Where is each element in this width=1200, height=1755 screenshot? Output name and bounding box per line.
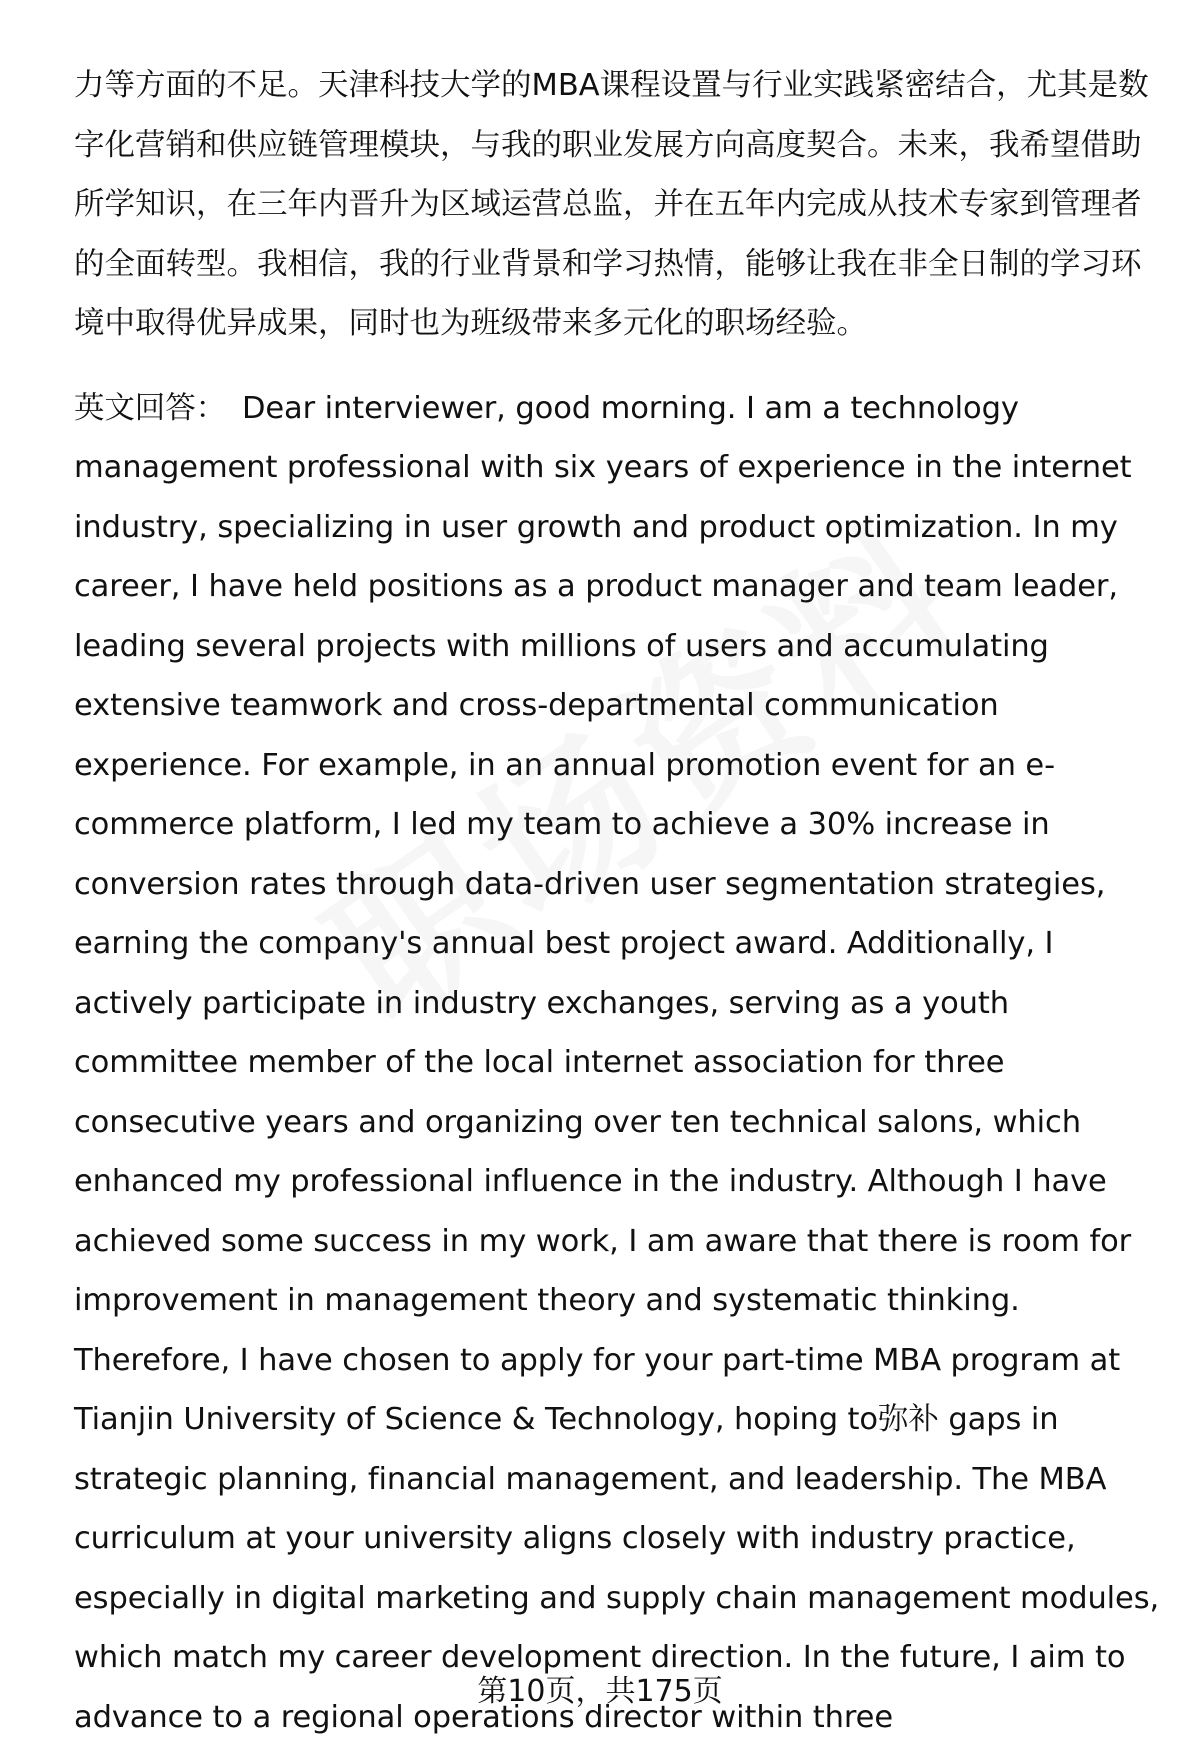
chinese-answer-paragraph: 力等方面的不足。天津科技大学的MBA课程设置与行业实践紧密结合，尤其是数字化营销和供应链管理模块，与我的职业发展方向高度契合。未来，我希望借助所学知识，在三年内晋升为区域运营总监，并在五年内完成从技术专家到管理者的全面转型。我相信，我的行业背景和学习热情，能够让我在非全日制的学习环境中取得优异成果，同时也为班级带来多元化的职场经验。 <box>74 68 1149 341</box>
english-answer-text: Dear interviewer, good morning. I am a technology management professional with six years of experience in the internet industry, specializing in user growth and product optimization. In my career, I have held positions as a product manager and team leader, leading several projects with millions of users and accumulating extensive teamwork and cross-departmental communication experience. For example, in an annual promotion event for an e-commerce platform, I led my team to achieve a 30% increase in conversion rates through data-driven user segmentation strategies, earning the company's annual best project award. Additionally, I actively participate in industry exchanges, serving as a youth committee member of the local internet association for three consecutive years and organizing over ten technical salons, which enhanced my professional influence in the industry. Although I have achieved some success in my work, I am aware that there is room for improvement in management theory and systematic thinking. Therefore, I have chosen to apply for your part-time MBA program at Tianjin University of Science & Technology, hoping to弥补 gaps in strategic planning, financial management, and leadership. The MBA curriculum at your university aligns closely with industry practice, especially in digital marketing and supply chain management modules, which match my career development direction. In the future, I aim to advance to a regional operations director within three <box>74 390 1160 1735</box>
page-footer: 第10页，共175页 <box>477 1674 723 1709</box>
english-answer-label: 英文回答： <box>74 390 226 426</box>
document-body <box>74 56 1164 1747</box>
english-answer-paragraph <box>74 379 1164 1748</box>
